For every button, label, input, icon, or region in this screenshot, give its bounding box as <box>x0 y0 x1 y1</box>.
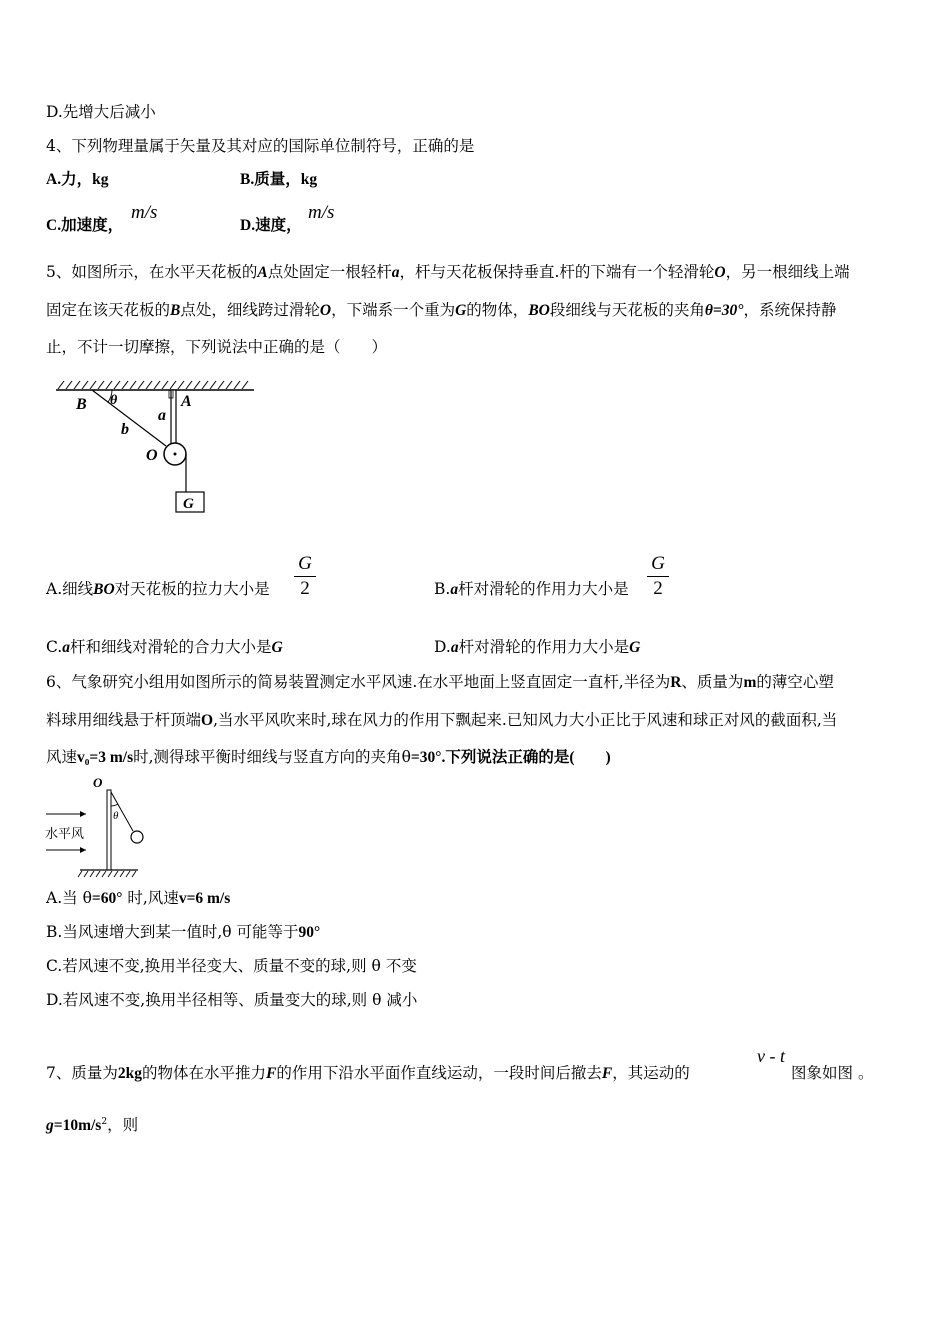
q4-option-c: C.加速度， <box>46 217 124 234</box>
question-5-line-1: 5、如图所示，在水平天花板的A点处固定一根轻杆a，杆与天花板保持垂直.杆的下端有一个轻滑轮O，另一根细线上端 <box>46 263 850 281</box>
q5-option-b-fraction: G 2 <box>647 553 669 600</box>
q6-wind-diagram <box>44 772 154 880</box>
question-5-line-3: 止，不计一切摩擦，下列说法中正确的是（ ） <box>46 338 388 356</box>
fig-label-a-rod: a <box>158 407 166 424</box>
q6-option-a: A.当 θ=60° 时,风速v=6 m/s <box>46 889 231 907</box>
fig-label-b-point: B <box>76 396 87 413</box>
q4-option-d-unit: m/s <box>308 202 335 223</box>
q4-option-c-unit: m/s <box>131 202 158 223</box>
question-7-line-2: $g=10m/s^2$，则 <box>46 1116 139 1135</box>
q6-option-b: B.当风速增大到某一值时,θ 可能等于90° <box>46 923 321 941</box>
fig-label-g: G <box>183 496 194 512</box>
fig-label-a-point: A <box>181 393 192 410</box>
q6-option-c: C.若风速不变,换用半径变大、质量不变的球,则 θ 不变 <box>46 957 417 975</box>
q5-pulley-diagram <box>50 378 265 518</box>
fig-label-theta-q6: θ <box>113 810 119 822</box>
question-7-line-1: 7、质量为2kg的物体在水平推力F的作用下沿水平面作直线运动，一段时间后撤去F，其运动的 <box>46 1064 690 1082</box>
q5-option-d: D.a杆对滑轮的作用力大小是G <box>434 638 641 656</box>
q4-option-b: B.质量，kg <box>240 171 318 188</box>
option-d-q3: D.先增大后减小 <box>46 103 156 121</box>
q5-option-b: B.a杆对滑轮的作用力大小是 <box>434 580 629 598</box>
q5-option-a: A.细线BO对天花板的拉力大小是 <box>46 580 270 598</box>
question-6-line-3: 风速v₀=3 m/s时,测得球平衡时细线与竖直方向的夹角θ=30°.下列说法正确的是( ) <box>46 748 611 766</box>
fig-label-horizontal-wind: 水平风 <box>45 827 85 842</box>
fig-label-theta: θ <box>110 393 118 408</box>
fig-label-o: O <box>146 447 158 464</box>
question-6-line-1: 6、气象研究小组用如图所示的简易装置测定水平风速.在水平地面上竖直固定一直杆,半径为R、质量为m的薄空心塑 <box>46 673 834 691</box>
q5-option-a-fraction: G 2 <box>294 553 316 600</box>
question-4-stem: 4、下列物理量属于矢量及其对应的国际单位制符号，正确的是 <box>46 137 475 155</box>
question-6-line-2: 料球用细线悬于杆顶端O,当水平风吹来时,球在风力的作用下飘起来.已知风力大小正比于风速和球正对风的截面积,当 <box>46 711 838 729</box>
question-5-line-2: 固定在该天花板的B点处，细线跨过滑轮O，下端系一个重为G的物体，BO段细线与天花板的夹角θ=30°，系统保持静 <box>46 301 837 319</box>
q4-option-d: D.速度， <box>240 217 302 234</box>
q5-option-c: C.a杆和细线对滑轮的合力大小是G <box>46 638 283 656</box>
q7-vt-symbol: v - t <box>757 1046 785 1066</box>
q6-option-d: D.若风速不变,换用半径相等、质量变大的球,则 θ 减小 <box>46 991 418 1009</box>
fig-label-o-top: O <box>93 775 103 790</box>
fig-label-b-line: b <box>121 421 129 438</box>
q7-graph-ref: 图象如图 。 <box>791 1064 874 1082</box>
q4-option-a: A.力，kg <box>46 171 109 188</box>
